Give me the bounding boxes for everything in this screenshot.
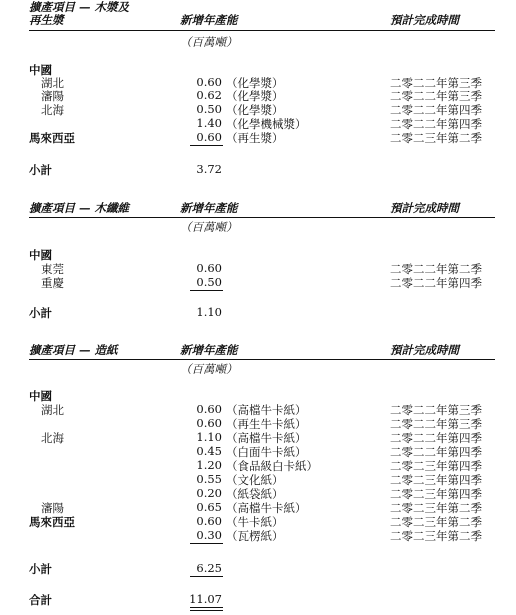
subtotal-label: 小計 — [29, 562, 52, 576]
product-type: （化學漿） — [226, 89, 284, 103]
completion-date: 二零二二年第四季 — [390, 117, 482, 131]
completion-date: 二零二二年第四季 — [390, 276, 482, 290]
total-value: 11.07 — [189, 592, 222, 606]
product-type: （再生漿） — [226, 131, 284, 145]
subtotal-value: 1.10 — [196, 305, 222, 319]
sum-rule — [190, 290, 223, 291]
total-rule-bottom — [190, 610, 223, 611]
capacity-value: 0.60 — [196, 75, 222, 89]
region-label: 中國 — [29, 63, 52, 77]
section-title-line2: 再生漿 — [29, 13, 64, 27]
capacity-value: 0.45 — [196, 444, 222, 458]
place-label: 馬來西亞 — [29, 131, 75, 145]
place-label: 馬來西亞 — [29, 515, 75, 529]
product-type: （牛卡紙） — [226, 515, 284, 529]
capacity-value: 0.60 — [196, 130, 222, 144]
capacity-value: 0.50 — [196, 102, 222, 116]
capacity-value: 0.62 — [196, 88, 222, 102]
unit-label: （百萬噸） — [180, 35, 238, 49]
product-type: （食品級白卡紙） — [226, 459, 318, 473]
sum-rule — [190, 145, 223, 146]
header-rule — [29, 217, 495, 218]
completion-date: 二零二三年第二季 — [390, 131, 482, 145]
place-label: 東莞 — [41, 262, 64, 276]
product-type: （再生牛卡紙） — [226, 417, 307, 431]
completion-date: 二零二三年第二季 — [390, 529, 482, 543]
place-label: 瀋陽 — [41, 501, 64, 515]
product-type: （高檔牛卡紙） — [226, 431, 307, 445]
region-label: 中國 — [29, 248, 52, 262]
product-type: （文化紙） — [226, 473, 284, 487]
completion-date: 二零二二年第四季 — [390, 431, 482, 445]
capacity-value: 0.50 — [196, 275, 222, 289]
unit-label: （百萬噸） — [180, 220, 238, 234]
region-label: 中國 — [29, 389, 52, 403]
capacity-value: 0.30 — [196, 528, 222, 542]
subtotal-value: 6.25 — [196, 561, 222, 575]
product-type: （高檔牛卡紙） — [226, 403, 307, 417]
completion-date: 二零二二年第二季 — [390, 262, 482, 276]
completion-date: 二零二二年第四季 — [390, 445, 482, 459]
product-type: （化學漿） — [226, 76, 284, 90]
section-title: 擴產項目 — 木纖維 — [29, 201, 130, 215]
completion-date: 二零二二年第三季 — [390, 417, 482, 431]
header-rule — [29, 30, 495, 31]
place-label: 瀋陽 — [41, 89, 64, 103]
completion-date: 二零二二年第三季 — [390, 403, 482, 417]
capacity-value: 0.20 — [196, 486, 222, 500]
col-capacity-header: 新增年產能 — [180, 13, 238, 27]
product-type: （高檔牛卡紙） — [226, 501, 307, 515]
place-label: 北海 — [41, 103, 64, 117]
product-type: （化學機械漿） — [226, 117, 307, 131]
completion-date: 二零二二年第三季 — [390, 76, 482, 90]
sum-rule — [190, 543, 223, 544]
total-label: 合計 — [29, 593, 52, 607]
col-date-header: 預計完成時間 — [390, 13, 459, 27]
completion-date: 二零二三年第二季 — [390, 515, 482, 529]
capacity-value: 0.60 — [196, 402, 222, 416]
subtotal-label: 小計 — [29, 163, 52, 177]
capacity-value: 0.65 — [196, 500, 222, 514]
subtotal-value: 3.72 — [196, 162, 222, 176]
completion-date: 二零二二年第四季 — [390, 103, 482, 117]
product-type: （紙袋紙） — [226, 487, 284, 501]
product-type: （化學漿） — [226, 103, 284, 117]
completion-date: 二零二二年第三季 — [390, 89, 482, 103]
col-capacity-header: 新增年產能 — [180, 201, 238, 215]
total-rule-top — [190, 607, 223, 608]
capacity-value: 0.55 — [196, 472, 222, 486]
product-type: （白面牛卡紙） — [226, 445, 307, 459]
col-date-header: 預計完成時間 — [390, 343, 459, 357]
capacity-value: 0.60 — [196, 514, 222, 528]
section-title: 擴產項目 — 造紙 — [29, 343, 118, 357]
completion-date: 二零二三年第四季 — [390, 487, 482, 501]
completion-date: 二零二三年第二季 — [390, 501, 482, 515]
unit-label: （百萬噸） — [180, 362, 238, 376]
place-label: 湖北 — [41, 403, 64, 417]
capacity-value: 1.10 — [196, 430, 222, 444]
capacity-value: 1.40 — [196, 116, 222, 130]
place-label: 北海 — [41, 431, 64, 445]
capacity-value: 0.60 — [196, 261, 222, 275]
col-date-header: 預計完成時間 — [390, 201, 459, 215]
capacity-value: 0.60 — [196, 416, 222, 430]
col-capacity-header: 新增年產能 — [180, 343, 238, 357]
sum-rule — [190, 576, 223, 577]
completion-date: 二零二三年第四季 — [390, 459, 482, 473]
header-rule — [29, 359, 495, 360]
subtotal-label: 小計 — [29, 306, 52, 320]
section-title: 擴產項目 — 木漿及 — [29, 0, 130, 14]
completion-date: 二零二三年第四季 — [390, 473, 482, 487]
place-label: 重慶 — [41, 276, 64, 290]
capacity-value: 1.20 — [196, 458, 222, 472]
place-label: 湖北 — [41, 76, 64, 90]
product-type: （瓦楞紙） — [226, 529, 284, 543]
